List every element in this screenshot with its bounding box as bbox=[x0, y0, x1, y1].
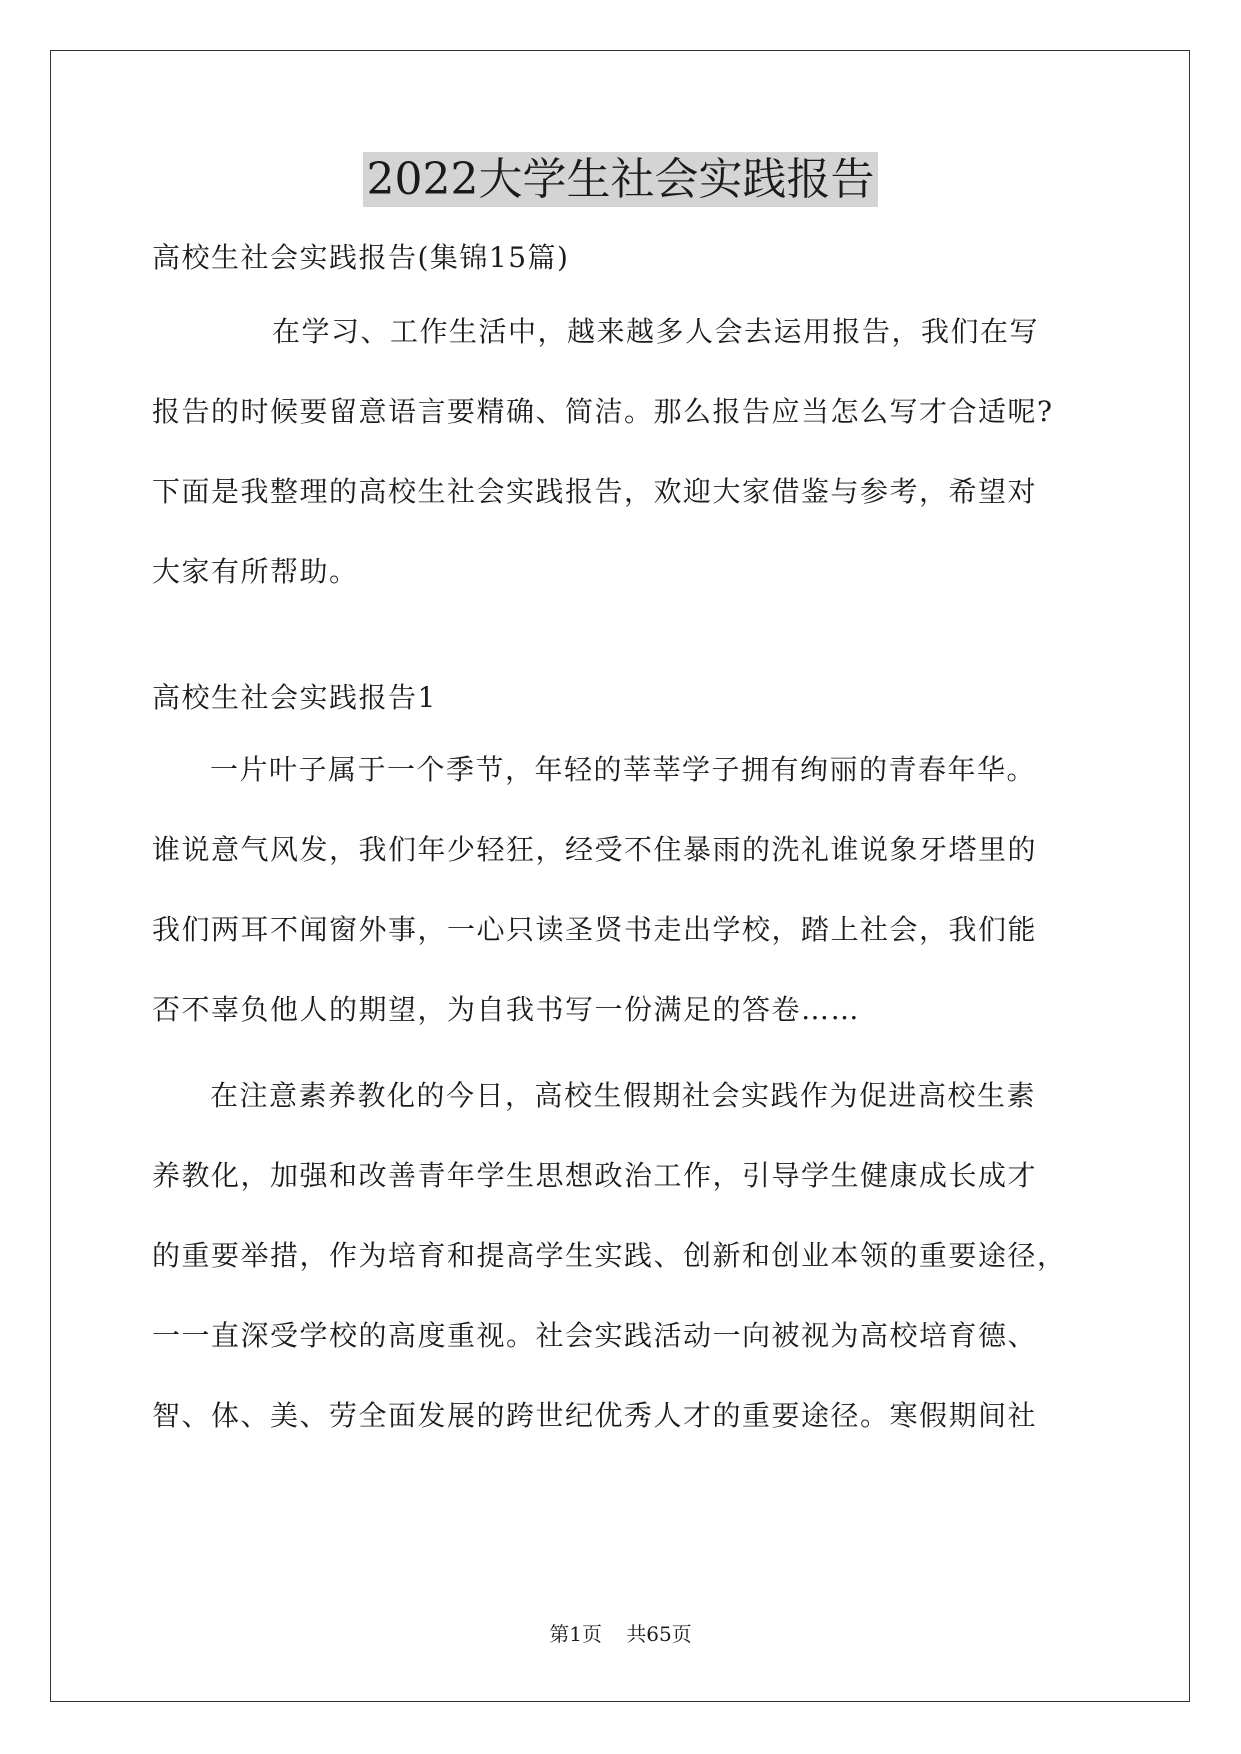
text-line: 智、体、美、劳全面发展的跨世纪优秀人才的重要途径。寒假期间社 bbox=[152, 1399, 1038, 1432]
document-title bbox=[0, 150, 1241, 210]
text-line: 我们两耳不闻窗外事，一心只读圣贤书走出学校，踏上社会，我们能 bbox=[152, 913, 1038, 946]
document-title-text: 2022大学生社会实践报告 bbox=[363, 152, 879, 207]
text-line: 谁说意气风发，我们年少轻狂，经受不住暴雨的洗礼谁说象牙塔里的 bbox=[152, 833, 1038, 866]
page-number: 第1页 bbox=[549, 1622, 602, 1646]
text-line: 在学习、工作生活中，越来越多人会去运用报告，我们在写 bbox=[272, 315, 1040, 348]
document-subtitle: 高校生社会实践报告(集锦15篇) bbox=[152, 241, 570, 274]
page-footer bbox=[0, 1622, 1241, 1646]
page-total: 共65页 bbox=[626, 1622, 692, 1646]
body-paragraph-2 bbox=[152, 1056, 1112, 1456]
text-line: 报告的时候要留意语言要精确、简洁。那么报告应当怎么写才合适呢? bbox=[152, 395, 1054, 428]
text-line: 下面是我整理的高校生社会实践报告，欢迎大家借鉴与参考，希望对 bbox=[152, 475, 1038, 508]
intro-paragraph bbox=[152, 292, 1112, 612]
text-line: 养教化，加强和改善青年学生思想政治工作，引导学生健康成长成才 bbox=[152, 1159, 1038, 1192]
body-paragraph-1 bbox=[152, 730, 1112, 1050]
text-line: 一片叶子属于一个季节，年轻的莘莘学子拥有绚丽的青春年华。 bbox=[210, 753, 1037, 786]
text-line: 的重要举措，作为培育和提高学生实践、创新和创业本领的重要途径， bbox=[152, 1239, 1067, 1272]
text-line: 否不辜负他人的期望，为自我书写一份满足的答卷…… bbox=[152, 993, 861, 1026]
section-heading: 高校生社会实践报告1 bbox=[152, 681, 437, 714]
text-line: 大家有所帮助。 bbox=[152, 555, 359, 588]
text-line: 在注意素养教化的今日，高校生假期社会实践作为促进高校生素 bbox=[210, 1079, 1037, 1112]
text-line: 一一直深受学校的高度重视。社会实践活动一向被视为高校培育德、 bbox=[152, 1319, 1038, 1352]
